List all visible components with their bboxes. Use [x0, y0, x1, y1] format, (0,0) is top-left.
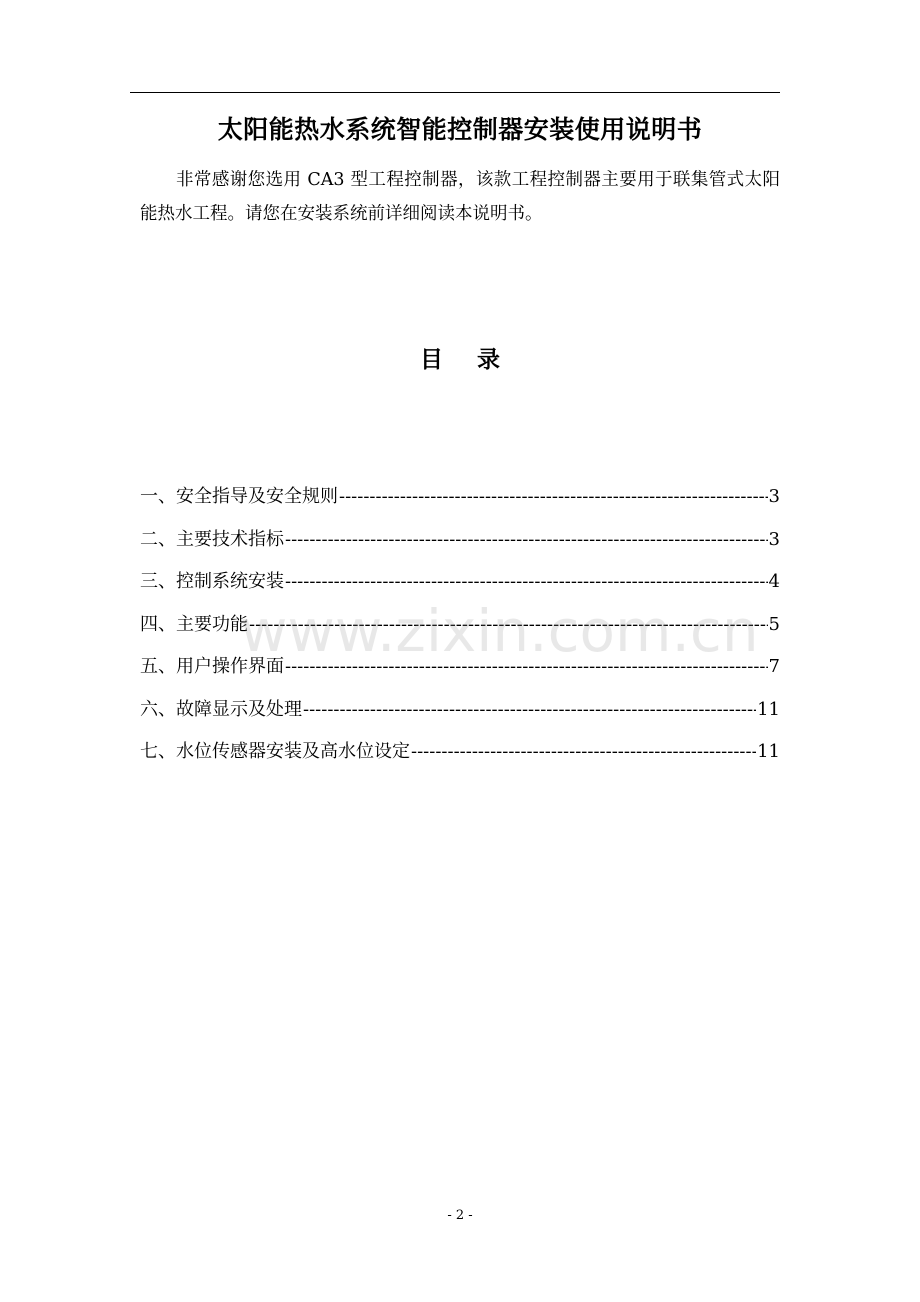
toc-entry-label: 五、用户操作界面 — [140, 656, 284, 677]
toc-leader-dashes — [285, 566, 768, 598]
toc-leader-dashes — [285, 524, 768, 556]
table-of-contents — [140, 481, 780, 779]
toc-entry-label: 三、控制系统安装 — [140, 571, 284, 592]
header-rule — [130, 92, 780, 93]
toc-entry[interactable] — [140, 736, 780, 779]
toc-entry-page: 7 — [768, 656, 780, 677]
toc-entry-page: 11 — [757, 698, 780, 720]
toc-entry-label: 一、安全指导及安全规则 — [140, 486, 338, 507]
toc-leader-dashes — [249, 609, 768, 641]
toc-entry[interactable] — [140, 694, 780, 737]
toc-entry-label: 二、主要技术指标 — [140, 528, 284, 550]
toc-heading: 目 录 — [419, 347, 500, 373]
toc-leader-dashes — [285, 651, 768, 683]
toc-entry[interactable] — [140, 609, 780, 652]
toc-entry[interactable] — [140, 524, 780, 567]
toc-entry[interactable] — [140, 651, 780, 694]
toc-entry-label: 七、水位传感器安装及高水位设定 — [140, 741, 410, 762]
toc-entry-label: 六、故障显示及处理 — [140, 698, 302, 720]
toc-entry-label: 四、主要功能 — [140, 613, 248, 635]
toc-entry-page: 3 — [768, 486, 780, 507]
toc-entry-page: 11 — [757, 741, 780, 762]
toc-entry-page: 3 — [768, 528, 780, 550]
intro-paragraph: 非常感谢您选用 CA3 型工程控制器，该款工程控制器主要用于联集管式太阳能热水工程。请您在安装系统前详细阅读本说明书。 — [140, 170, 780, 224]
toc-leader-dashes — [411, 736, 756, 768]
toc-leader-dashes — [303, 694, 756, 726]
toc-entry[interactable] — [140, 481, 780, 524]
toc-leader-dashes — [339, 481, 768, 513]
toc-entry-page: 4 — [768, 571, 780, 592]
watermark: www.zixin.com.cn — [240, 597, 759, 665]
toc-entry-page: 5 — [768, 613, 780, 635]
document-title: 太阳能热水系统智能控制器安装使用说明书 — [217, 115, 703, 144]
page-number: - 2 - — [447, 1208, 473, 1223]
toc-entry[interactable] — [140, 566, 780, 609]
